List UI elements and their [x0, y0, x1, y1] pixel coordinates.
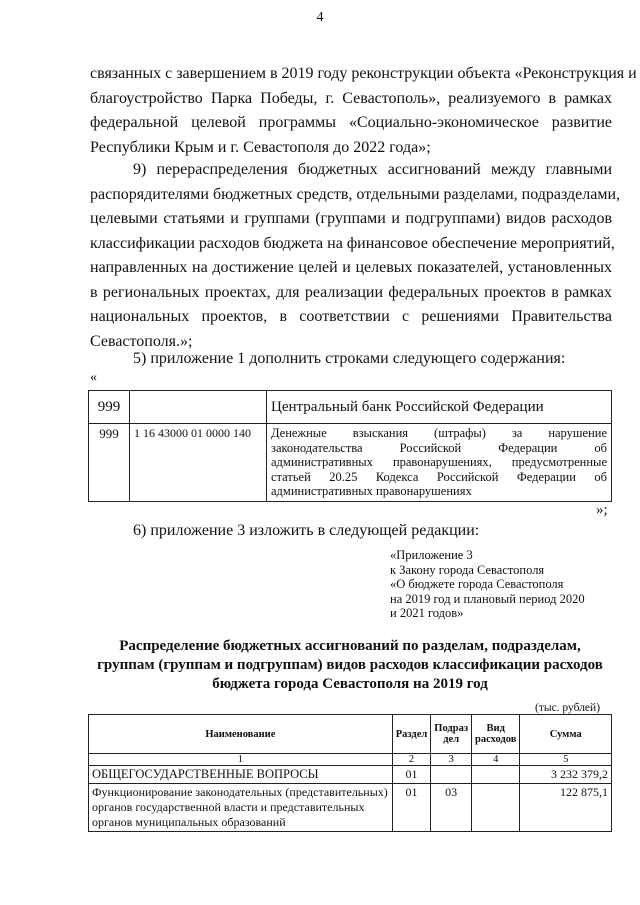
appendix-line: на 2019 год и плановый период 2020 [390, 591, 585, 606]
header-amount: Сумма [520, 715, 612, 754]
text-line: направленных на достижение целей и целевых показателей, установленных [90, 259, 612, 276]
header-name: Наименование [89, 715, 393, 754]
paragraph-item-9 [90, 158, 621, 354]
text-line: законодательства Российской Федерации об [271, 440, 607, 455]
row-name: Функционирование законодательных (представительных) органов государственной власти и представительных органов муниципальных образований [89, 784, 393, 832]
kbk-cell: 1 16 43000 01 0000 140 [130, 424, 267, 502]
text-line: федеральной целевой программы «Социально-экономическое развитие [90, 114, 612, 131]
table-row [89, 391, 612, 424]
text-line: Севастополя.»; [90, 332, 193, 350]
column-number: 3 [431, 754, 472, 766]
row-section: 01 [392, 766, 431, 784]
column-number-row [89, 754, 612, 766]
text-line: благоустройство Парка Победы, г. Севастополь», реализуемого в рамках [90, 89, 612, 107]
kbk-cell [130, 391, 267, 424]
paragraph-reconstruction [90, 62, 637, 160]
text-line: целевыми статьями и группами (группами и подгруппами) видов расходов [90, 210, 612, 227]
name-cell: Центральный банк Российской Федерации [267, 391, 612, 424]
units-label: (тыс. рублей) [535, 702, 601, 714]
text-line: Республики Крым и г. Севастополя до 2022 года»; [90, 138, 431, 156]
header-subsection: Подраз дел [431, 715, 472, 754]
open-quote: « [90, 370, 97, 385]
text-line: 9) перераспределения бюджетных ассигнований между главными [133, 161, 612, 178]
appendix-line: к Закону города Севастополя [390, 562, 545, 577]
row-type [472, 766, 520, 784]
appendix-header [390, 548, 585, 621]
column-number: 4 [472, 754, 520, 766]
text-line: связанных с завершением в 2019 году реконструкции объекта «Реконструкция и [90, 65, 637, 82]
row-subsection [431, 766, 472, 784]
table-row [89, 766, 612, 784]
title-line: группам (группам и подгруппам) видов расходов классификации расходов [97, 657, 603, 673]
document-title [88, 637, 612, 694]
table-header-row [89, 715, 612, 754]
row-type [472, 784, 520, 832]
item-5-text: 5) приложение 1 дополнить строками следующего содержания: [133, 350, 566, 367]
page-number: 4 [316, 10, 324, 25]
budget-table [88, 714, 612, 832]
item-6-text: 6) приложение 3 изложить в следующей редакции: [133, 522, 480, 539]
text-line: административных правонарушениях [271, 484, 472, 498]
close-quote: »; [596, 502, 608, 518]
appendix-line: «Приложение 3 [390, 548, 473, 562]
annex1-table [88, 390, 612, 502]
text-line: распорядителями бюджетных средств, отдельными разделами, подразделами, [90, 185, 621, 203]
title-line: Распределение бюджетных ассигнований по разделам, подразделам, [119, 638, 581, 654]
row-amount: 3 232 379,2 [520, 766, 612, 784]
text-line: в региональных проектах, для реализации федеральных проектов в рамках [90, 283, 612, 301]
column-number: 5 [520, 754, 612, 766]
text-line: статьей 20.25 Кодекса Российской Федерации об [271, 469, 607, 484]
code-cell: 999 [89, 391, 130, 424]
header-section: Раздел [392, 715, 431, 754]
column-number: 2 [392, 754, 431, 766]
appendix-line: и 2021 годов» [390, 606, 464, 620]
header-type: Вид расходов [472, 715, 520, 754]
row-subsection: 03 [431, 784, 472, 832]
row-amount: 122 875,1 [520, 784, 612, 832]
text-line: национальных проектов, в соответствии с решениями Правительства [90, 308, 612, 325]
code-cell: 999 [89, 424, 130, 502]
table-row [89, 784, 612, 832]
row-section: 01 [392, 784, 431, 832]
table-row [89, 424, 612, 502]
row-name: ОБЩЕГОСУДАРСТВЕННЫЕ ВОПРОСЫ [89, 766, 393, 784]
appendix-line: «О бюджете города Севастополя [390, 577, 564, 591]
title-line: бюджета города Севастополя на 2019 год [212, 676, 488, 692]
text-line: классификации расходов бюджета на финансовое обеспечение мероприятий, [90, 234, 615, 252]
column-number: 1 [89, 754, 393, 766]
name-cell [267, 424, 612, 502]
text-line: административных правонарушениях, предусмотренные [271, 455, 607, 469]
text-line: Денежные взыскания (штрафы) за нарушение [271, 426, 607, 440]
